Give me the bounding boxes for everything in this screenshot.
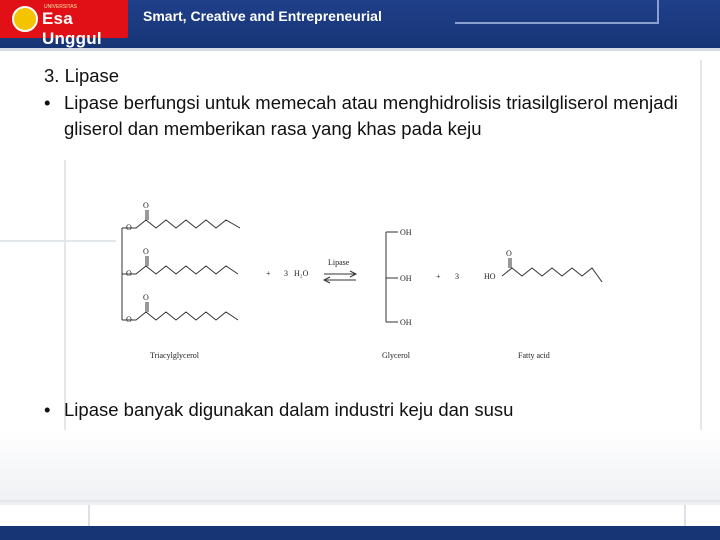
decor-line — [0, 240, 118, 242]
fatty-chain — [122, 266, 238, 274]
water-formula: H₂O — [294, 269, 309, 278]
oxygen-label: O — [126, 315, 132, 324]
bullet-text: Lipase banyak digunakan dalam industri keju dan susu — [64, 399, 514, 420]
plus-sign: + — [436, 272, 441, 281]
slide-content — [44, 63, 684, 143]
logo — [0, 0, 128, 48]
carboxyl-label: HO — [484, 272, 496, 281]
enzyme-label: Lipase — [328, 258, 350, 267]
oxygen-label: O — [143, 293, 149, 302]
glycerol-label: Glycerol — [382, 351, 410, 360]
fatty-chain — [122, 220, 240, 228]
oxygen-label: O — [143, 247, 149, 256]
lipase-reaction-figure — [116, 198, 606, 364]
header-divider — [0, 48, 720, 51]
fatty-acid-label: Fatty acid — [518, 351, 550, 360]
bullet-text: Lipase berfungsi untuk memecah atau menghidrolisis triasilgliserol menjadi gliserol dan memberikan rasa yang khas pada keju — [64, 91, 678, 139]
oxygen-label: O — [506, 249, 512, 258]
header-bar — [0, 0, 720, 48]
oxygen-label: O — [143, 201, 149, 210]
logo-name: Esa Unggul — [42, 9, 102, 48]
header-decoration — [455, 0, 659, 24]
logo-emblem-icon — [12, 6, 38, 32]
hydroxyl-label: OH — [400, 274, 412, 283]
oxygen-label: O — [126, 223, 132, 232]
background-fade — [0, 430, 720, 505]
decor-line — [700, 60, 702, 490]
water-coefficient: 3 — [284, 269, 288, 278]
bullet-symbol: • — [44, 91, 51, 113]
header-tagline: Smart, Creative and Entrepreneurial — [143, 8, 382, 24]
reaction-diagram — [116, 198, 606, 364]
hydroxyl-label: OH — [400, 228, 412, 237]
footer-bar — [0, 526, 720, 540]
bullet-item — [44, 397, 684, 424]
bullet-symbol: • — [44, 399, 51, 420]
slide-heading: 3. Lipase — [44, 65, 120, 86]
logo-subtext: UNIVERSITAS — [44, 4, 77, 10]
fatty-chain — [122, 312, 238, 320]
triacylglycerol-label: Triacylglycerol — [150, 351, 200, 360]
footer-decoration — [88, 505, 686, 526]
hydroxyl-label: OH — [400, 318, 412, 327]
footer-divider — [0, 500, 720, 502]
bullet-item — [44, 90, 684, 143]
oxygen-label: O — [126, 269, 132, 278]
acid-coefficient: 3 — [455, 272, 459, 281]
plus-sign: + — [266, 269, 271, 278]
fatty-acid-chain — [502, 268, 602, 282]
